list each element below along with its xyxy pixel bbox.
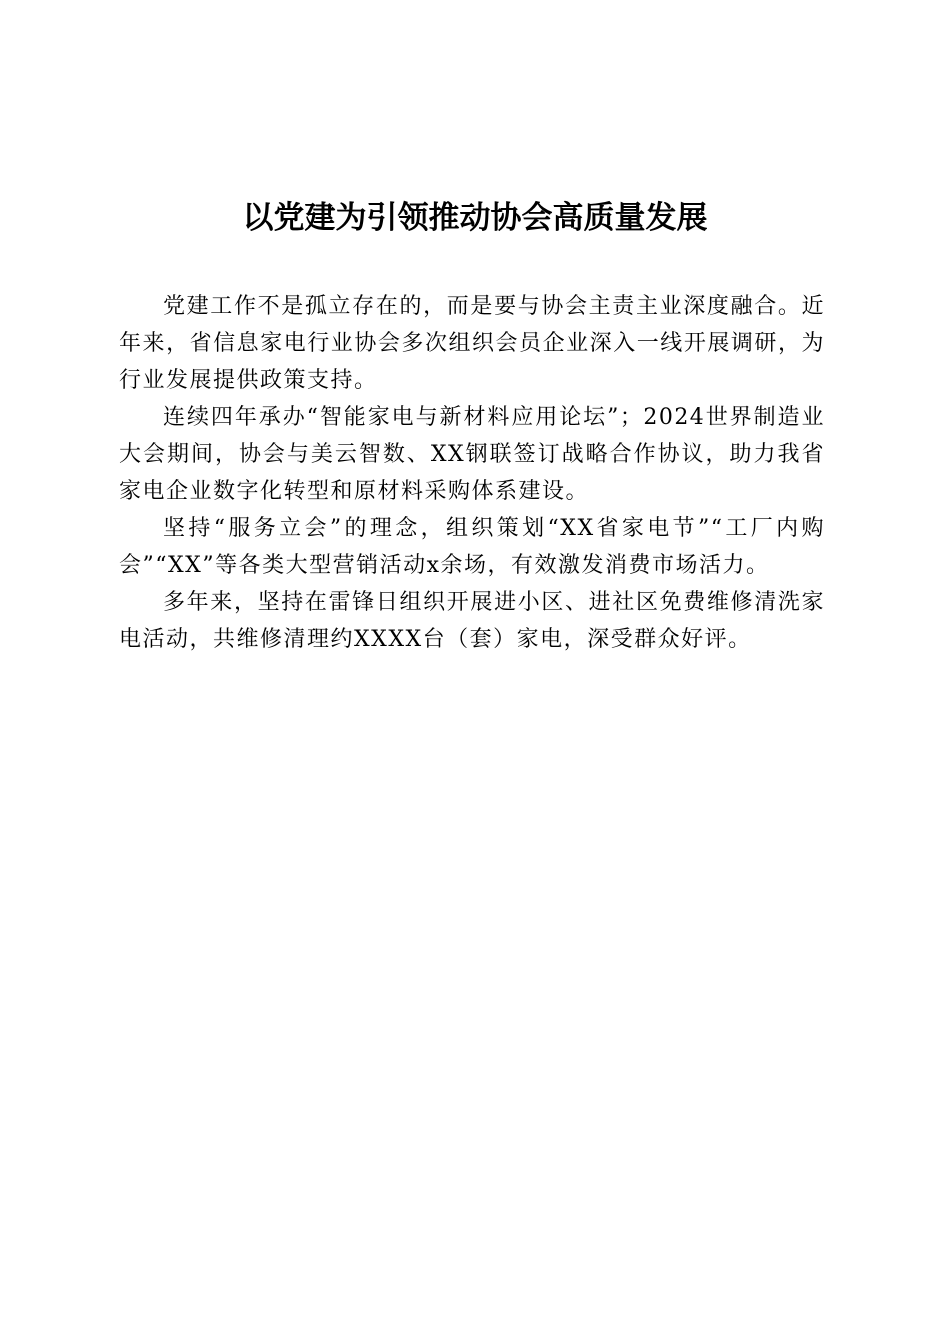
paragraph-repair: 多年来，坚持在雷锋日组织开展进小区、进社区免费维修清洗家电活动，共维修清理约XXXX台（套）家电，深受群众好评。: [119, 590, 825, 652]
paragraph-marketing: 坚持“服务立会”的理念，组织策划“XX省家电节”“工厂内购会”“XX”等各类大型营销活动x余场，有效激发消费市场活力。: [119, 516, 825, 578]
paragraph-party-building: 党建工作不是孤立存在的，而是要与协会主责主业深度融合。近年来，省信息家电行业协会多次组织会员企业深入一线开展调研，为行业发展提供政策支持。: [119, 294, 825, 393]
document-title: 以党建为引领推动协会高质量发展: [242, 200, 708, 236]
paragraph-forum: 连续四年承办“智能家电与新材料应用论坛”；2024世界制造业大会期间，协会与美云智数、XX钢联签订战略合作协议，助力我省家电企业数字化转型和原材料采购体系建设。: [119, 405, 825, 504]
document-body: [119, 288, 825, 658]
